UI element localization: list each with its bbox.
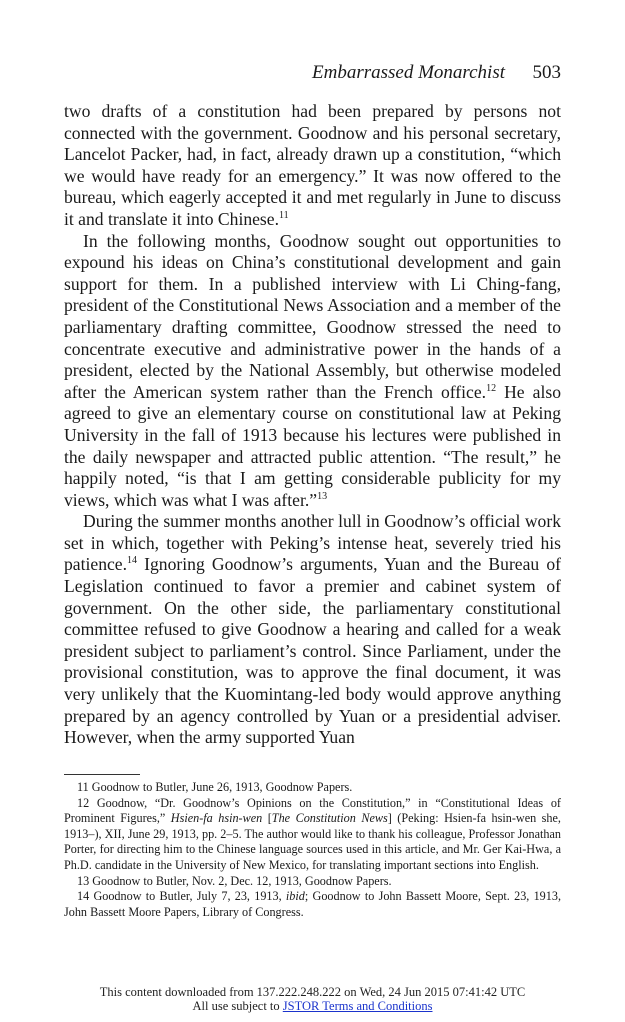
download-notice: This content downloaded from 137.222.248.222 on Wed, 24 Jun 2015 07:41:42 UTC bbox=[99, 985, 526, 999]
terms-prefix: All use subject to bbox=[192, 999, 283, 1013]
page-number: 503 bbox=[532, 62, 561, 83]
footnote-divider bbox=[64, 774, 140, 775]
footnote-12-text-c: ] (Peking: Hsien-fa hsin-wen she, 1913–), XII, June 29, 1913, pp. 2–5. The author would like to thank his colleague, Professor Jonathan Porter, for directing him to the Chinese language sources used in this article, and Mr. Ger Kai-Hwa, a Ph.D. candidate in the University of New Mexico, for translating important sections into English. bbox=[64, 811, 561, 872]
footnote-12-text-b: [ bbox=[262, 811, 272, 826]
footnote-14 bbox=[64, 889, 561, 920]
paragraph-3-text-b: Ignoring Goodnow’s arguments, Yuan and the Bureau of Legislation continued to favor a premier and cabinet system of government. On the other side, the parliamentary constitutional committee refused to give Goodnow a hearing and called for a weak president subject to parliament’s control. Since Parliament, under the provisional constitution, was to approve the final document, it was very unlikely that the Kuomintang-led body would approve anything prepared by an agency controlled by Yuan or a presidential adviser. However, when the army supported Yuan bbox=[64, 554, 561, 748]
footnote-12-text-a: 12 Goodnow, “Dr. Goodnow’s Opinions on the Constitution,” in “Constitutional Ideas of Prominent Figures,” bbox=[64, 795, 561, 826]
paragraph-2-text-a: In the following months, Goodnow sought out opportunities to expound his ideas on China’s constitutional development and gain support for them. In a published interview with Li Ching-fang, president of the Constitutional News Association and a member of the parliamentary drafting committee, Goodnow stressed the need to concentrate executive and administrative power in the hands of a president, elected by the National Assembly, but otherwise modeled after the American system rather than the French office. bbox=[64, 230, 561, 402]
paragraph-3 bbox=[64, 511, 561, 749]
running-header bbox=[64, 62, 561, 86]
footnote-12-title-translation: The Constitution News bbox=[271, 811, 388, 826]
running-title: Embarrassed Monarchist bbox=[312, 62, 505, 83]
footnote-13: 13 Goodnow to Butler, Nov. 2, Dec. 12, 1913, Goodnow Papers. bbox=[77, 873, 392, 888]
footnote-ref-13: 13 bbox=[317, 490, 328, 502]
footnote-ref-11: 11 bbox=[279, 210, 289, 222]
footnotes bbox=[64, 780, 561, 920]
footnote-ref-12: 12 bbox=[486, 382, 497, 394]
footnote-ref-14: 14 bbox=[127, 555, 138, 567]
paragraph-1-text: two drafts of a constitution had been prepared by persons not connected with the government. Goodnow and his personal secretary, Lancelot Packer, had, in fact, already drawn up a constitution, “which we would have ready for an emergency.” It was now offered to the bureau, which eagerly accepted it and met regularly in June to discuss it and translate it into Chinese. bbox=[64, 101, 561, 229]
paragraph-3-text-a: During the summer months another lull in Goodnow’s official work set in which, together with Peking’s intense heat, severely tried his patience. bbox=[64, 511, 561, 575]
footnote-14-text-a: 14 Goodnow to Butler, July 7, 23, 1913, bbox=[77, 889, 286, 904]
paragraph-2 bbox=[64, 231, 561, 512]
paragraph-1 bbox=[64, 101, 561, 231]
download-footer bbox=[0, 985, 625, 1013]
footnote-12 bbox=[64, 796, 561, 874]
footnote-14-ibid: ibid bbox=[285, 889, 305, 904]
paragraph-2-text-b: He also agreed to give an elementary course on constitutional law at Peking University in the fall of 1913 because his lectures were published in the daily newspaper and attracted public attention. “The result,” he happily noted, “is that I am getting considerable publicity for my views, which was what I was after.” bbox=[64, 381, 561, 510]
jstor-terms-link[interactable]: JSTOR Terms and Conditions bbox=[282, 999, 433, 1013]
article-body bbox=[64, 101, 561, 749]
footnote-12-title: Hsien-fa hsin-wen bbox=[170, 811, 263, 826]
footnote-14-text-b: ; Goodnow to John Bassett Moore, Sept. 23, 1913, John Bassett Moore Papers, Library of Congress. bbox=[64, 889, 562, 919]
footnote-11: 11 Goodnow to Butler, June 26, 1913, Goodnow Papers. bbox=[77, 780, 353, 794]
terms-line bbox=[0, 999, 625, 1013]
